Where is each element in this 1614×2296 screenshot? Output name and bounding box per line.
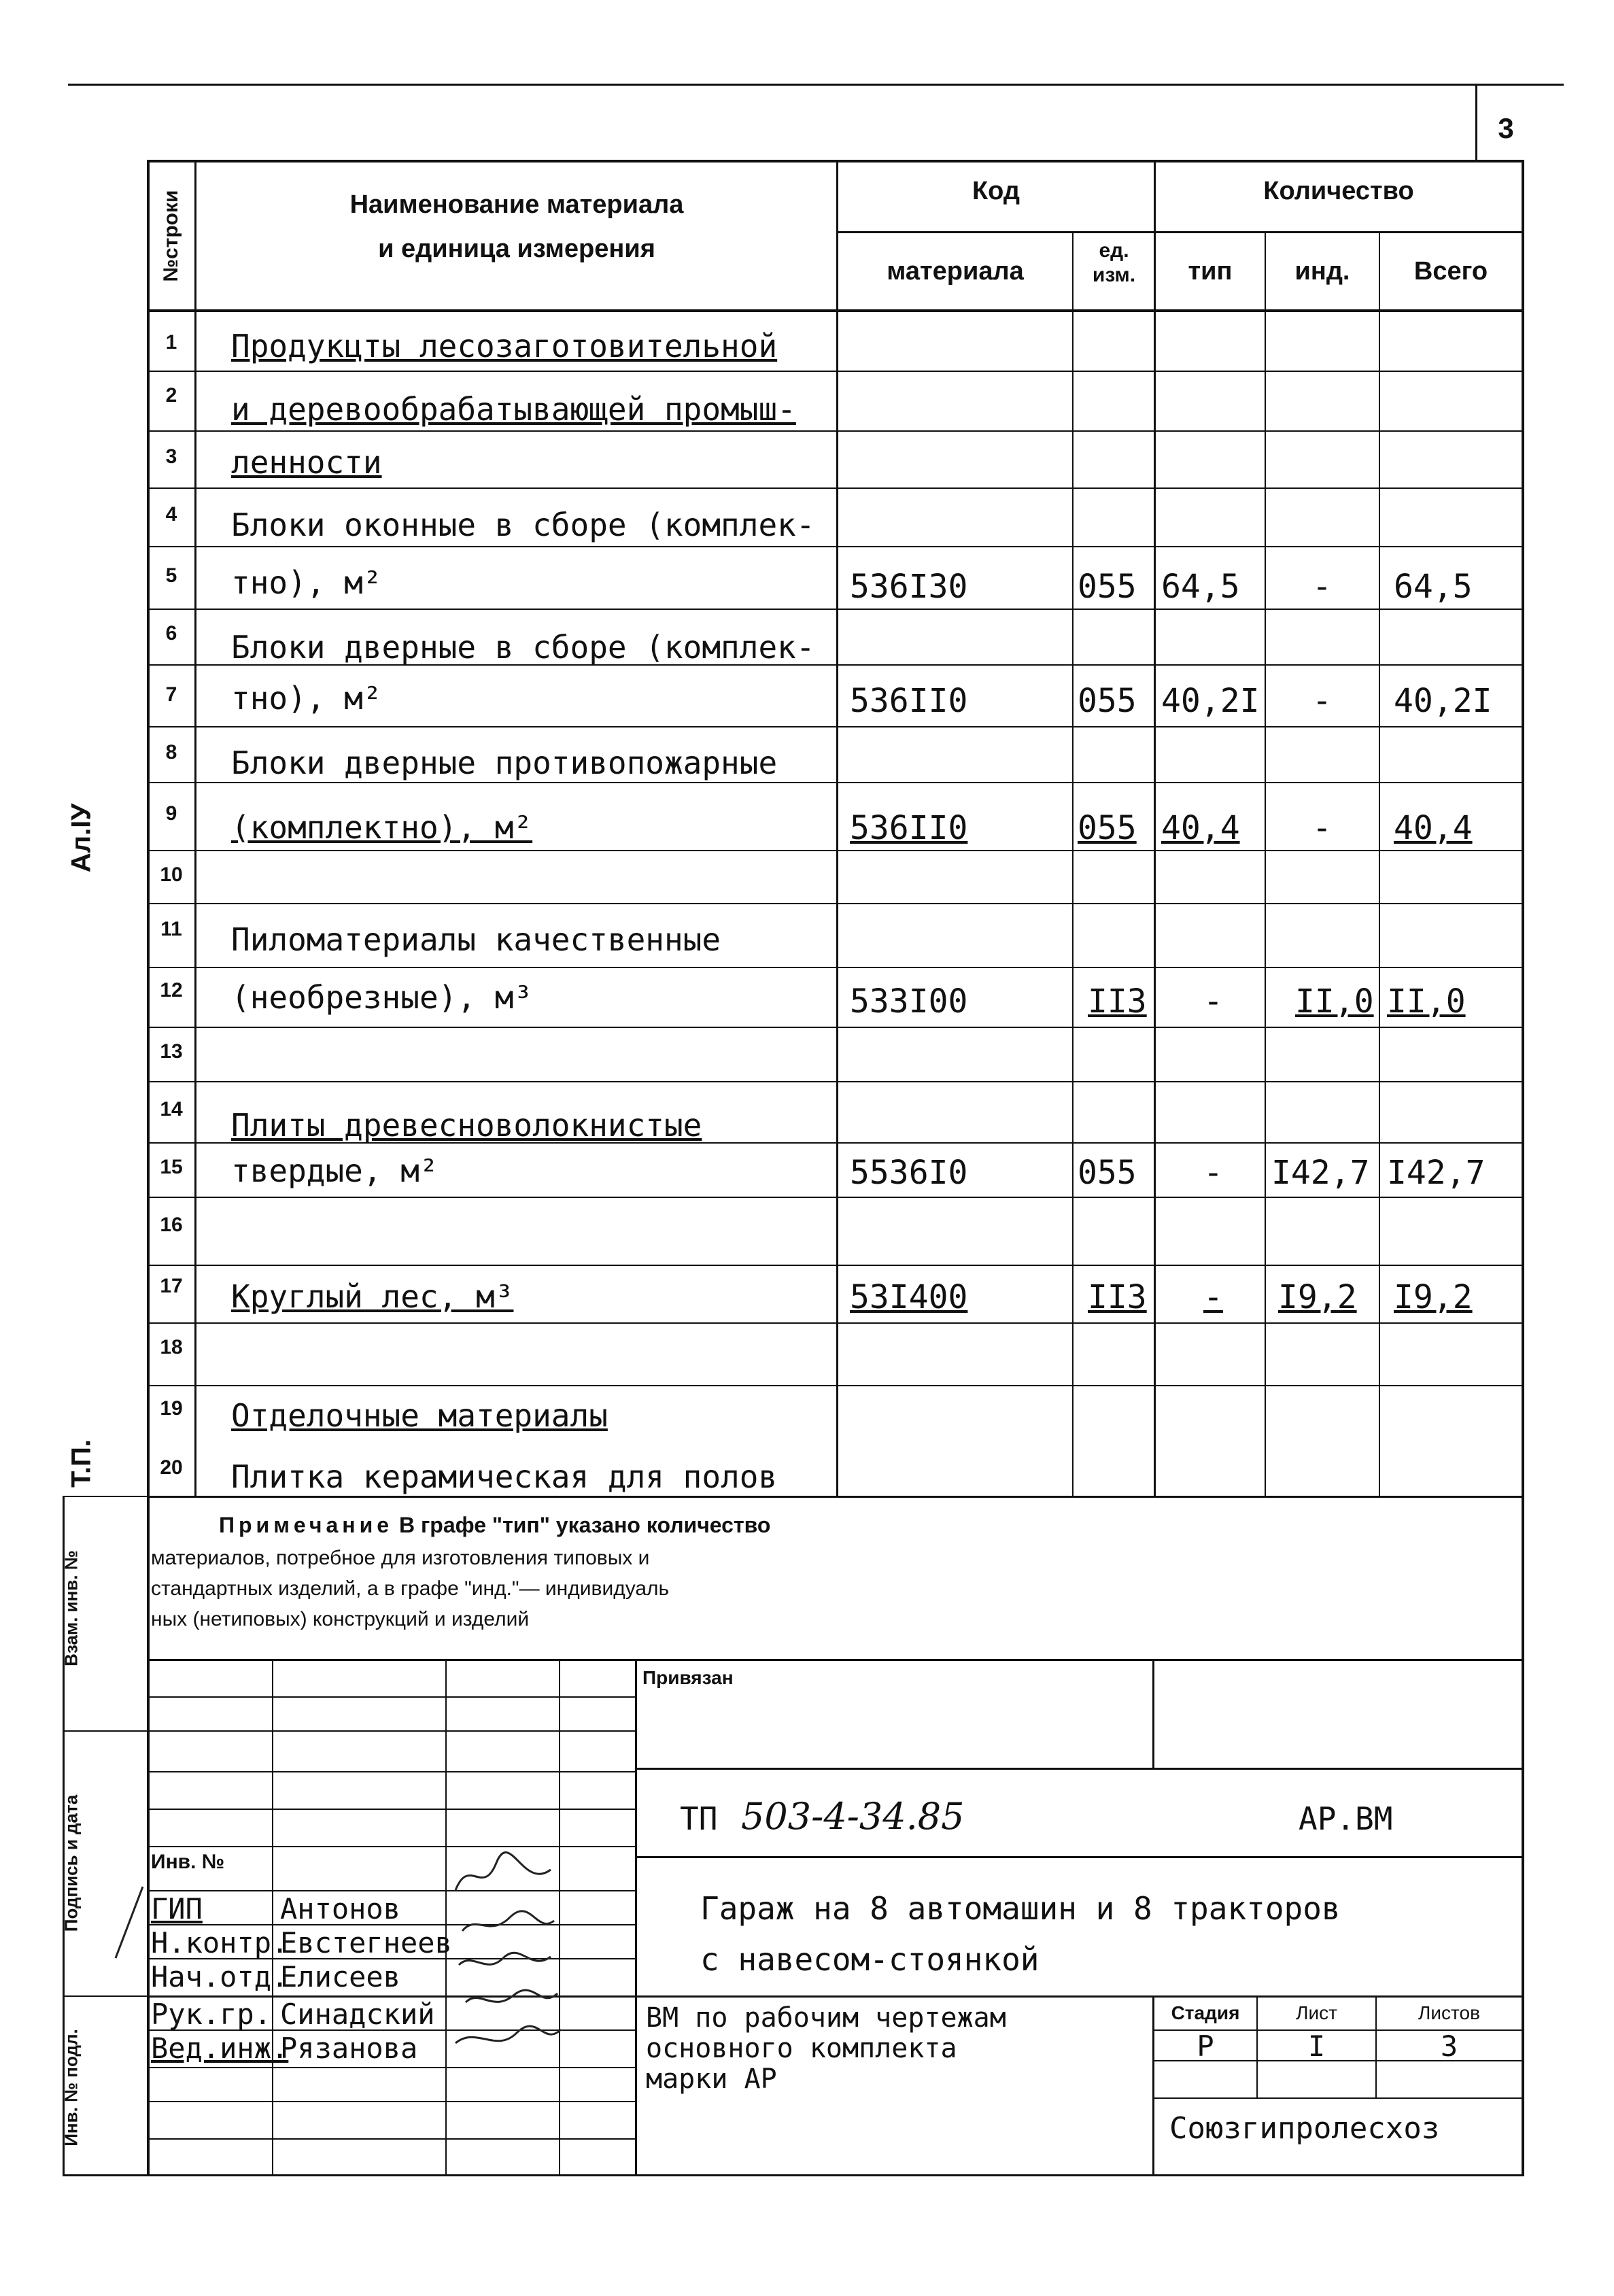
album-label: Ал.IУ [66, 803, 97, 873]
row-total: 64,5 [1394, 568, 1473, 606]
doc-line3: марки АР [646, 2063, 777, 2095]
sheets-label: Листов [1418, 2002, 1480, 2023]
row-unit: 055 [1078, 1154, 1137, 1192]
signatory-name: Елисеев [280, 1960, 401, 1993]
row-number: 5 [165, 564, 177, 587]
row-name: Плиты древесноволокнистые [231, 1107, 702, 1144]
row-name: Отделочные материалы [231, 1397, 608, 1434]
row-number: 1 [165, 331, 177, 354]
row-ind: I42,7 [1271, 1154, 1370, 1192]
signatory-name: Антонов [280, 1892, 401, 1925]
row-name: Пиломатериалы качественные [231, 921, 721, 958]
row-code: 536II0 [850, 682, 968, 720]
row-number: 13 [160, 1040, 183, 1063]
signatory-name: Евстегнеев [280, 1926, 452, 1959]
row-name: Блоки дверные в сборе (комплек- [231, 629, 815, 666]
row-type: - [1203, 1278, 1223, 1316]
row-number: 17 [160, 1275, 183, 1297]
row-number: 15 [160, 1156, 183, 1178]
row-number: 8 [165, 741, 177, 764]
row-name: (комплектно), м² [231, 809, 533, 846]
row-type: 64,5 [1161, 568, 1240, 606]
signature-sinadsky [466, 1990, 557, 2002]
sheet-code: АР.ВМ [1299, 1800, 1393, 1837]
row-number: 3 [165, 445, 177, 468]
label-replace-inv: Взам. инв. № [61, 1550, 82, 1666]
row-name: (необрезные), м³ [231, 979, 533, 1016]
stage-value: Р [1197, 2029, 1214, 2063]
row-code: 533I00 [850, 982, 968, 1021]
header-name-line1: Наименование материала [349, 190, 684, 219]
row-code: 536I30 [850, 568, 968, 606]
row-ind: I9,2 [1278, 1278, 1357, 1316]
header-individual: инд. [1294, 257, 1350, 286]
signature-ryazanova [456, 2026, 561, 2043]
signatory-role: Нач.отд. [151, 1960, 289, 1993]
row-name: Блоки оконные в сборе (комплек- [231, 507, 815, 543]
header-code: Код [972, 177, 1020, 205]
header-name-line2: и единица измерения [378, 235, 655, 263]
signatory-name: Синадский [280, 1998, 435, 2031]
row-unit: 055 [1078, 568, 1137, 606]
row-total: 40,4 [1394, 809, 1473, 847]
row-number: 10 [160, 863, 183, 886]
row-number: 14 [160, 1098, 183, 1120]
signature-marks [449, 1849, 564, 2074]
row-number: 19 [160, 1397, 183, 1420]
note-line2: материалов, потребное для изготовления типовых и [151, 1547, 650, 1569]
header-unit-line1: ед. [1099, 239, 1129, 262]
row-number: 9 [165, 802, 177, 825]
row-number: 4 [165, 503, 177, 526]
row-type: - [1203, 982, 1223, 1021]
row-number: 11 [160, 918, 182, 940]
row-code: 5536I0 [850, 1154, 968, 1192]
header-row-number: №строки [160, 190, 182, 282]
row-unit: II3 [1088, 982, 1147, 1021]
header-quantity: Количество [1263, 177, 1414, 205]
row-name: Продукцты лесозаготовительной [231, 328, 778, 364]
row-total: I42,7 [1387, 1154, 1486, 1192]
row-unit: 055 [1078, 682, 1137, 720]
row-number: 18 [160, 1336, 183, 1358]
header-type: тип [1188, 257, 1233, 286]
signatory-role: Н.контр. [151, 1926, 289, 1959]
doc-line2: основного комплекта [646, 2033, 957, 2064]
tp-label: Т.П. [66, 1439, 97, 1488]
header-total: Всего [1413, 257, 1488, 286]
sheet-value: I [1307, 2029, 1326, 2063]
row-total: I9,2 [1394, 1278, 1473, 1316]
signatory-role: ГИП [151, 1892, 203, 1925]
organization: Союзгипролесхоз [1169, 2111, 1440, 2146]
row-type: 40,2I [1161, 682, 1260, 720]
signature-evstegneev [462, 1911, 554, 1931]
row-ind: II,0 [1295, 982, 1374, 1021]
bound-label: Привязан [642, 1667, 734, 1688]
header-unit-line2: изм. [1092, 264, 1136, 286]
note-line3: стандартных изделий, а в графе "инд."— индивидуаль [151, 1577, 670, 1600]
row-ind: - [1312, 682, 1332, 720]
signatory-role: Рук.гр. [151, 1998, 272, 2031]
row-name: Блоки дверные противопожарные [231, 744, 778, 781]
row-name: Плитка керамическая для полов [231, 1458, 778, 1495]
header-material: материала [887, 257, 1024, 286]
row-name: тно), м² [231, 680, 382, 717]
doc-line1: ВМ по рабочим чертежам [646, 2002, 1006, 2034]
row-code: 536II0 [850, 809, 968, 847]
sheet-number: 3 [1498, 112, 1514, 144]
row-type: - [1203, 1154, 1223, 1192]
note-line1: В графе "тип" указано количество [398, 1513, 771, 1537]
row-number: 7 [165, 683, 177, 706]
row-number: 20 [160, 1456, 183, 1479]
row-number: 2 [165, 384, 177, 407]
row-ind: - [1312, 568, 1332, 606]
stage-label: Стадия [1171, 2002, 1240, 2023]
sheets-value: 3 [1440, 2029, 1458, 2063]
row-unit: II3 [1088, 1278, 1147, 1316]
row-name: ленности [231, 444, 382, 481]
row-name: тно), м² [231, 564, 382, 601]
row-type: 40,4 [1161, 809, 1240, 847]
signature-eliseev [459, 1953, 551, 1965]
project-number: 503-4-34.85 [741, 1795, 965, 1838]
note-line4: ных (нетиповых) конструкций и изделий [151, 1608, 530, 1630]
signature-antonov [456, 1853, 551, 1890]
sheet-label: Лист [1296, 2002, 1337, 2023]
inv-label: Инв. № [151, 1851, 225, 1873]
label-signature-date: Подпись и дата [61, 1794, 82, 1932]
row-ind: - [1312, 809, 1332, 847]
row-name: Круглый лес, м³ [231, 1278, 514, 1315]
margin-signature-stroke [109, 1883, 150, 1965]
row-number: 12 [160, 979, 183, 1001]
row-name: и деревообрабатывающей промыш- [231, 391, 796, 428]
row-total: 40,2I [1394, 682, 1492, 720]
signatory-name: Рязанова [280, 2032, 418, 2065]
row-number: 6 [165, 622, 177, 645]
title-line1: Гараж на 8 автомашин и 8 тракторов [700, 1890, 1341, 1927]
label-inv-original: Инв. № подл. [61, 2029, 82, 2146]
row-code: 53I400 [850, 1278, 968, 1316]
project-prefix: ТП [680, 1800, 718, 1837]
row-unit: 055 [1078, 809, 1137, 847]
title-line2: с навесом-стоянкой [700, 1941, 1040, 1978]
row-number: 16 [160, 1214, 183, 1236]
row-total: II,0 [1387, 982, 1466, 1021]
row-name: твердые, м² [231, 1152, 439, 1189]
note-label: Примечание [219, 1513, 394, 1537]
signatory-role: Вед.инж. [151, 2032, 289, 2065]
